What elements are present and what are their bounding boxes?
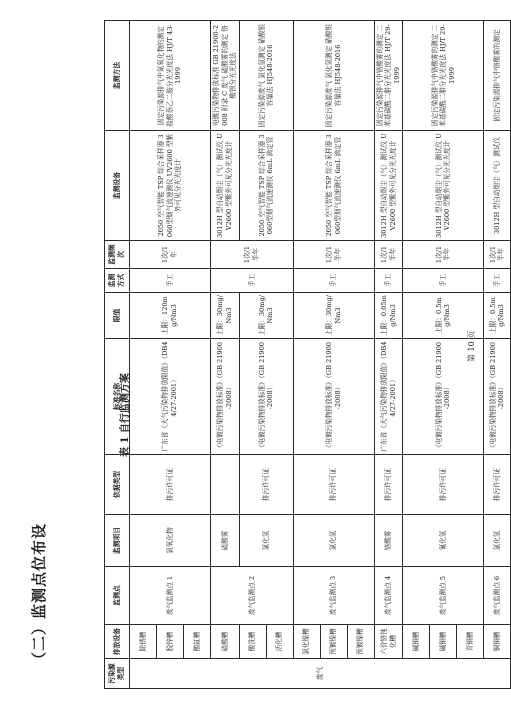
frequency-cell: 1次/1半年 <box>211 241 294 269</box>
analysis-cell: 固定污染源排气中铬酸雾的测定 二苯基碳酰二肼分光光度法 HJ/T 29-1999 <box>403 21 484 131</box>
basis-type-cell: 排污许可证 <box>374 455 403 515</box>
basis-type-cell <box>211 455 240 515</box>
standard-cell: 《电镀污染物排放标准》（GB 21900-2008） <box>293 339 374 455</box>
item-cell: 氯化氢 <box>484 515 511 567</box>
basis-type-cell: 排污许可证 <box>484 455 511 515</box>
point-cell: 废气监测点 1 <box>130 567 211 625</box>
limit-cell: 上限：30mg/Nm3 <box>293 293 374 339</box>
source-cell: 青铜槽 <box>457 625 484 659</box>
analysis-cell: 固定污染源废气 氯化氢测定 硝酸银容量法 HJ548-2016 <box>239 21 293 131</box>
frequency-cell: 1次/1年 <box>130 241 211 269</box>
table-row <box>211 21 240 689</box>
equipment-cell: 2050 空气智能 TSP 综合采样器 3060型烟气流速测仪 6mL 滴定管 <box>239 131 293 241</box>
table-row <box>403 21 430 689</box>
limit-cell: 上限：0.05mg/Nm3 <box>374 293 403 339</box>
source-cell: 预镀镍槽 <box>347 625 374 659</box>
method-mode-cell: 手工 <box>484 269 511 293</box>
method-mode-cell: 手工 <box>374 269 403 293</box>
limit-cell: 上限：0.5mg/Nm3 <box>484 293 511 339</box>
pollutant-type-cell: 废气 <box>130 659 511 689</box>
item-cell: 氰化氢 <box>403 515 484 567</box>
item-cell: 氯化氢 <box>239 515 293 567</box>
analysis-cell: 电镀污染物排放标准 GB 21900-2008 附录 C 废气 硫酸雾的测定 铬酸钡分光光度法 <box>211 21 240 131</box>
equipment-cell: 3012H 型自动烟尘（气）测试仪 UV2600 型紫外可见分光光度计 <box>403 131 484 241</box>
table-row <box>484 21 511 689</box>
item-cell: 铬酸雾 <box>374 515 403 567</box>
standard-cell: 《电镀污染物排放标准》（GB 21900-2008） <box>484 339 511 455</box>
method-mode-cell: 手工 <box>211 269 294 293</box>
header-standard: 标准名称 <box>105 339 130 455</box>
table-row <box>293 21 320 689</box>
header-point: 监测点 <box>105 567 130 625</box>
limit-cell: 上限：30mg/Nm3 <box>239 293 293 339</box>
point-cell: 废气监测点 6 <box>484 567 511 625</box>
table-row <box>130 21 157 689</box>
limit-cell: 上限：30mg/Nm3 <box>211 293 240 339</box>
basis-type-cell: 排污许可证 <box>239 455 293 515</box>
analysis-cell: 固定污染源排气中氮氧化物的测定 盐酸萘乙二胺分光光度法 HJ/T 43-1999 <box>130 21 211 131</box>
source-cell: 硫酸槽 <box>211 625 240 659</box>
analysis-cell: 固定污染源排气中铬酸雾的测定 二苯基碳酰二肼分光光度法 HJ/T 29-1999 <box>374 21 403 131</box>
equipment-cell: 3012H 型自动烟尘（气）测试仪 UV2600 型紫外可见分光光度计 <box>374 131 403 241</box>
frequency-cell: 1次/1半年 <box>484 241 511 269</box>
source-cell: 脱锌槽 <box>157 625 184 659</box>
source-cell: 铜铜槽 <box>484 625 511 659</box>
limit-cell: 上限：0.5mg/Nm3 <box>403 293 484 339</box>
basis-type-cell: 排污许可证 <box>403 455 484 515</box>
source-cell: 碱铜槽 <box>403 625 430 659</box>
header-pollutant-type: 污染源类型 <box>105 659 130 689</box>
header-analysis: 监测方法 <box>105 21 130 131</box>
point-cell: 废气监测点 2 <box>211 567 294 625</box>
standard-cell: 《电镀污染物排放标准》（GB 21900-2008） <box>403 339 484 455</box>
method-mode-cell: 手工 <box>293 269 374 293</box>
point-cell: 废气监测点 4 <box>374 567 403 625</box>
section-heading: （二）监测点位布设 <box>30 522 48 667</box>
source-cell: 碱铜槽 <box>430 625 457 659</box>
item-cell: 氯氧化物 <box>130 515 211 567</box>
equipment-cell: 2050 空气智能 TSP 综合采样器 3060型烟气流速测仪 6mL 滴定管 <box>293 131 374 241</box>
header-basis-type: 依据类型 <box>105 455 130 515</box>
table-header <box>105 21 130 689</box>
header-item: 监测项目 <box>105 515 130 567</box>
analysis-cell: 固定污染源排气中铬酸雾的测定 <box>484 21 511 131</box>
header-frequency: 监测频次 <box>105 241 130 269</box>
limit-cell: 上限：120mg/Nm3 <box>130 293 211 339</box>
standard-cell: 广东省《大气污染物排放限值》（DB44/27-2001） <box>130 339 211 455</box>
table-title: 表 1 自行监测方案 <box>120 373 131 457</box>
header-equipment: 监测设备 <box>105 131 130 241</box>
source-cell: 酸洗槽 <box>239 625 266 659</box>
frequency-cell: 1次/1半年 <box>293 241 374 269</box>
source-cell: 除锈槽 <box>130 625 157 659</box>
source-cell: 预镀镍槽 <box>320 625 347 659</box>
point-cell: 废气监测点 5 <box>403 567 484 625</box>
frequency-cell: 1次/1半年 <box>403 241 484 269</box>
header-limit: 限值 <box>105 293 130 339</box>
header-source: 排放设备 <box>105 625 130 659</box>
header-method-mode: 监测方式 <box>105 269 130 293</box>
equipment-cell: 3012H 型自动烟尘（气）测试仪 <box>484 131 511 241</box>
source-cell: 氯化镍槽 <box>293 625 320 659</box>
source-cell: 活化槽 <box>266 625 293 659</box>
standard-cell: 广东省《大气污染物排放限值》（DB44/27-2001） <box>374 339 403 455</box>
method-mode-cell: 手工 <box>403 269 484 293</box>
monitoring-plan-table <box>104 20 511 689</box>
table-row <box>374 21 403 689</box>
point-cell: 废气监测点 3 <box>293 567 374 625</box>
item-cell: 硫酸雾 <box>211 515 240 567</box>
method-mode-cell: 手工 <box>130 269 211 293</box>
standard-cell: 《电镀污染物排放标准》（GB 21900-2008） <box>239 339 293 455</box>
frequency-cell: 1次/1半年 <box>374 241 403 269</box>
standard-cell: 《电镀污染物排放标准》（GB 21900-2008） <box>211 339 240 455</box>
item-cell: 氯化氢 <box>293 515 374 567</box>
equipment-cell: 3012H 型自动烟尘（气）测试仪 UV2600 型紫外可见分光光度计 <box>211 131 240 241</box>
page-number: 第 10 页 <box>467 330 476 362</box>
source-cell: 六价铬钝化槽 <box>374 625 403 659</box>
basis-type-cell: 排污许可证 <box>293 455 374 515</box>
equipment-cell: 2050 空气智能 TSP 综合采样器 3060型烟气流速测仪 UV2600 型紫外可见分光光度计 <box>130 131 211 241</box>
basis-type-cell: 排污许可证 <box>130 455 211 515</box>
source-cell: 酸缸槽 <box>184 625 211 659</box>
analysis-cell: 固定污染源废气 氯化氢测定 硝酸银容量法 HJ548-2016 <box>293 21 374 131</box>
